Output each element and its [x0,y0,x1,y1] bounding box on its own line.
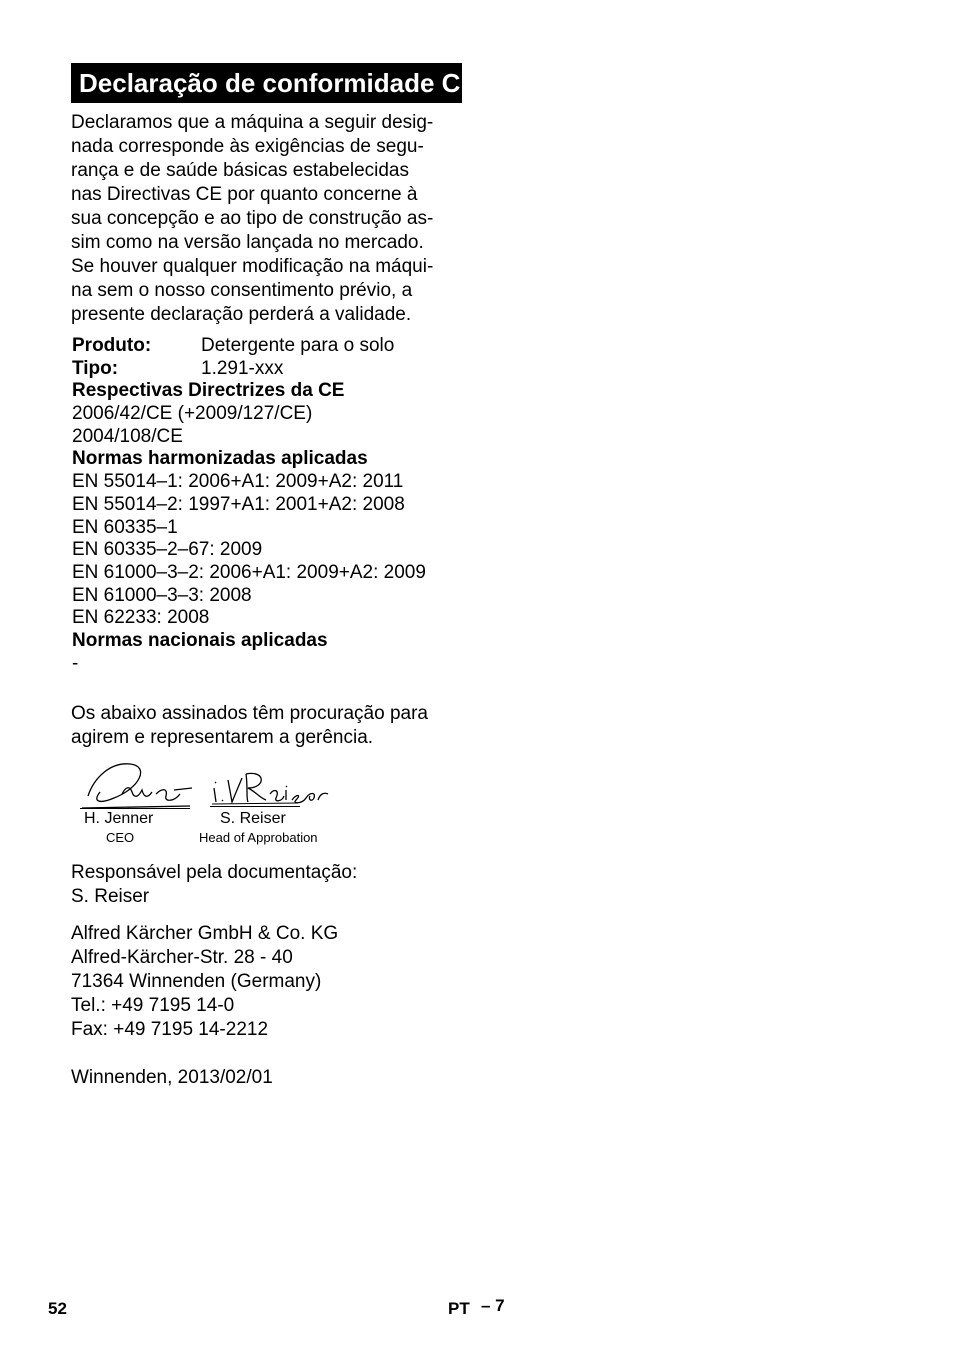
intro-paragraph [71,111,471,327]
harmonized-item: EN 55014–1: 2006+A1: 2009+A2: 2011 [72,471,404,493]
harmonized-item: EN 55014–2: 1997+A1: 2001+A2: 2008 [72,493,405,515]
product-label: Produto: [72,335,152,356]
type-label: Tipo: [72,357,119,379]
harmonized-item: EN 60335–2–67: 2009 [72,539,263,561]
harmonized-item: EN 61000–3–2: 2006+A1: 2009+A2: 2009 [72,562,426,583]
address-line: Alfred Kärcher GmbH & Co. KG [71,923,339,944]
documentation-name: S. Reiser [71,886,150,907]
address-line: Alfred-Kärcher-Str. 28 - 40 [71,947,293,968]
intro-line: nada corresponde às exigências de segu- [71,136,424,157]
declaration-details [72,335,426,676]
harmonized-item: EN 62233: 2008 [72,607,210,629]
signers-line: Os abaixo assinados têm procuração para [71,703,428,724]
intro-line: sim como na versão lançada no mercado. [71,232,424,253]
address-line: Fax: +49 7195 14-2212 [71,1019,269,1040]
sub-page-number: – 7 [481,1296,505,1315]
signature-area [70,758,370,848]
harmonized-item: EN 61000–3–3: 2008 [72,584,252,606]
documentation-label: Responsável pela documentação: [71,862,358,883]
address-line: Tel.: +49 7195 14-0 [71,995,235,1016]
section-title: Declaração de conformidade CE [79,68,478,98]
signature-jenner-icon [70,758,370,818]
page-number: 52 [48,1299,67,1318]
harmonized-item: EN 60335–1 [72,516,178,538]
directive-item: 2006/42/CE (+2009/127/CE) [72,403,313,425]
harmonized-heading: Normas harmonizadas aplicadas [72,448,368,470]
intro-line: na sem o nosso consentimento prévio, a [71,280,413,301]
signer-name: S. Reiser [220,810,286,827]
signature-line [80,808,190,809]
language-code: PT [448,1299,470,1318]
intro-line: Declaramos que a máquina a seguir desig- [71,112,434,133]
directives-heading: Respectivas Directrizes da CE [72,380,345,402]
signer-role: Head of Approbation [199,830,318,845]
type-row [72,358,426,381]
signers-paragraph [71,702,471,750]
national-heading: Normas nacionais aplicadas [72,630,328,652]
address-line: 71364 Winnenden (Germany) [71,971,322,992]
intro-line: Se houver qualquer modificação na máqui- [71,256,434,277]
intro-line: rança e de saúde básicas estabelecidas [71,160,410,181]
intro-line: presente declaração perderá a validade. [71,304,412,325]
signers-line: agirem e representarem a gerência. [71,727,374,748]
intro-line: sua concepção e ao tipo de construção as- [71,208,434,229]
product-row [72,335,426,358]
national-value: - [72,652,79,674]
type-value: 1.291-xxx [201,357,284,379]
address-block [71,922,471,1042]
signature-line [210,806,300,807]
intro-line: nas Directivas CE por quanto concerne à [71,184,418,205]
signer-name: H. Jenner [84,810,154,827]
directive-item: 2004/108/CE [72,425,183,447]
documentation-block [71,861,471,909]
signer-role: CEO [106,830,135,845]
section-title-bar [71,63,478,103]
product-value: Detergente para o solo [201,335,395,356]
place-date: Winnenden, 2013/02/01 [71,1067,273,1088]
